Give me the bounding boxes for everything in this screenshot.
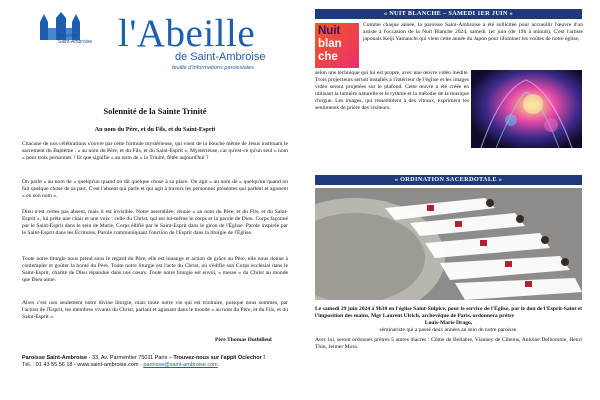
parish-line2: Saint-Ambroise (58, 38, 93, 45)
newsletter-tagline: feuille d'informations paroissiales (172, 65, 254, 71)
article-paragraph-1: Chacune de nos célébrations s'ouvre par cette formule mystérieuse, qui vient de la bouche même de Jésus instituant le sacrement du Baptême : « au nom du Père, et du Fils, et du Saint-Esprit ». Mystérieuse, car qu'est-ce qu'un seul « nom » pour trois personnes ? Et que signifie « au nom de « la Trinité, fêtée aujourd'hui ? (22, 141, 288, 161)
parish-name (58, 34, 92, 45)
footer-address: Paroisse Saint-Ambroise (22, 355, 88, 361)
ordinand-name: Louis-Marie Drago, (424, 319, 473, 326)
footer-address-rest: - 33, Av. Parmentier 75011 Paris – (87, 355, 174, 361)
ordinand-note: séminariste qui a passé deux années au sein de notre paroisse. (379, 326, 518, 333)
nuit-blanche-photo (471, 70, 582, 148)
footer-app: Trouvez-nous sur l'appli Oclechor ! (173, 355, 266, 361)
nb-logo-line2: blan (318, 38, 342, 50)
article-paragraph-2: On parle « au nom de » quelqu'un quand on dit quelque chose à sa place. On agit « au nom de » quelqu'un quand on fait quelque chose de sa part. C'est l'absent qui parle et qui agit à travers les personnes présentes qui parlent et agissent « en son nom ». (22, 179, 288, 199)
article-signature: Père Thomas Duthilleul (215, 337, 272, 343)
nuit-blanche-intro: Comme chaque année, la paroisse Saint-Ambroise a été sollicitée pour accueillir l'œuvre d'un artiste à l'occasion de la Nuit Blanche 2024, samedi 1er juin (de 19h à minuit). C'est l'artiste japonais Keiji Yamauchi qui vient cette année du Japon pour illuminer les voûtes de notre église, (363, 22, 583, 42)
footer-email-link[interactable]: paroisse@saint-ambroise.com (143, 362, 218, 368)
nb-logo-line1: Nuit (318, 25, 341, 37)
article-paragraph-5: Alors c'est non seulement notre divine liturgie, mais toute notre vie qui est trinitaire, puisque nous sommes, par l'action de l'Esprit, les membres vivants du Christ, parlant et agissant dans le monde « au nom du Père, et du Fils, et du Saint-Esprit ». (22, 300, 288, 320)
ordination-text (315, 306, 582, 350)
ordination-deacons: Avec lui, seront ordonnés prêtres 5 autres diacres : Côme de Bellabre, Vianney de Cibeins, Antoine Delhomme, Henri Thin, Jeimer Mora. (315, 336, 582, 350)
ordination-photo (315, 188, 582, 300)
article-subtitle: Au nom du Père, et du Fils, et du Saint-Esprit (94, 126, 216, 133)
article-paragraph-4: Toute notre liturgie nous prend sous le regard du Père, elle est louange et action de grâce au Père, elle nous donne à contempler et goûter la bonté du Père. Toute notre liturgie est l'acte du Christ, où s'édifie son Corps ecclésial dans le Saint-Esprit, charité de Dieu répandue dans nos cœurs. Toute notre liturgie est envoi, « messe » du Christ au monde que Dieu aime. (22, 256, 288, 283)
ordination-main: Le samedi 29 juin 2024 à 9h30 en l'église Saint-Sulpice, pour le service de l'Église, par le don de l'Esprit-Saint et l'imposition des mains, Mgr Laurent Ulrich, archevêque de Paris, ordonnera prêtre (315, 306, 582, 319)
nuit-blanche-banner: « NUIT BLANCHE – SAMEDI 1ER JUIN » (315, 9, 582, 19)
footer-contact: Tél. : 01 43 55 56 18 - www.saint-ambroise.com - (22, 362, 144, 368)
nuit-blanche-logo (315, 23, 359, 68)
newsletter-title: l'Abeille (118, 12, 256, 55)
ordination-banner: « ORDINATION SACERDOTALE » (315, 175, 582, 185)
page-footer (22, 355, 312, 369)
nuit-blanche-body: selon une technique qui lui est propre, avec une œuvre vidéo inédite. Trois projecteurs seront installés à l'intérieur de l'église et les images vidéo seront projetées sur le plafond. Cette œuvre a été créée en utilisant la lumière naturelle et le rythme et la mélodie de la musique d'orgue. Les images, qui ressemblent à des vitraux, expriment les sentiments de prière des visiteurs. (315, 70, 469, 111)
parish-line1: Paroisse (58, 33, 78, 39)
article-paragraph-3: Dieu n'est certes pas absent, mais il est invisible. Notre assemblée, réunie « au nom du Père, et du Fils, et du Saint-Esprit », lui prête une chair et une voix : celle du Christ, qui est lui-même le corps et la parole de Dieu. Corps façonné par le Saint-Esprit dans le sein de Marie, Corps édifié par le Saint-Esprit dans le giron de l'Église. Parole inspirée par le Saint-Esprit dans les Écritures, Parole communiquant l'onction de l'Esprit dans la liturgie de l'Église. (22, 209, 288, 236)
nb-logo-line3: che (318, 51, 338, 63)
newsletter-subtitle: de Saint-Ambroise (175, 51, 266, 63)
article-title: Solennité de la Sainte Trinité (103, 107, 207, 116)
